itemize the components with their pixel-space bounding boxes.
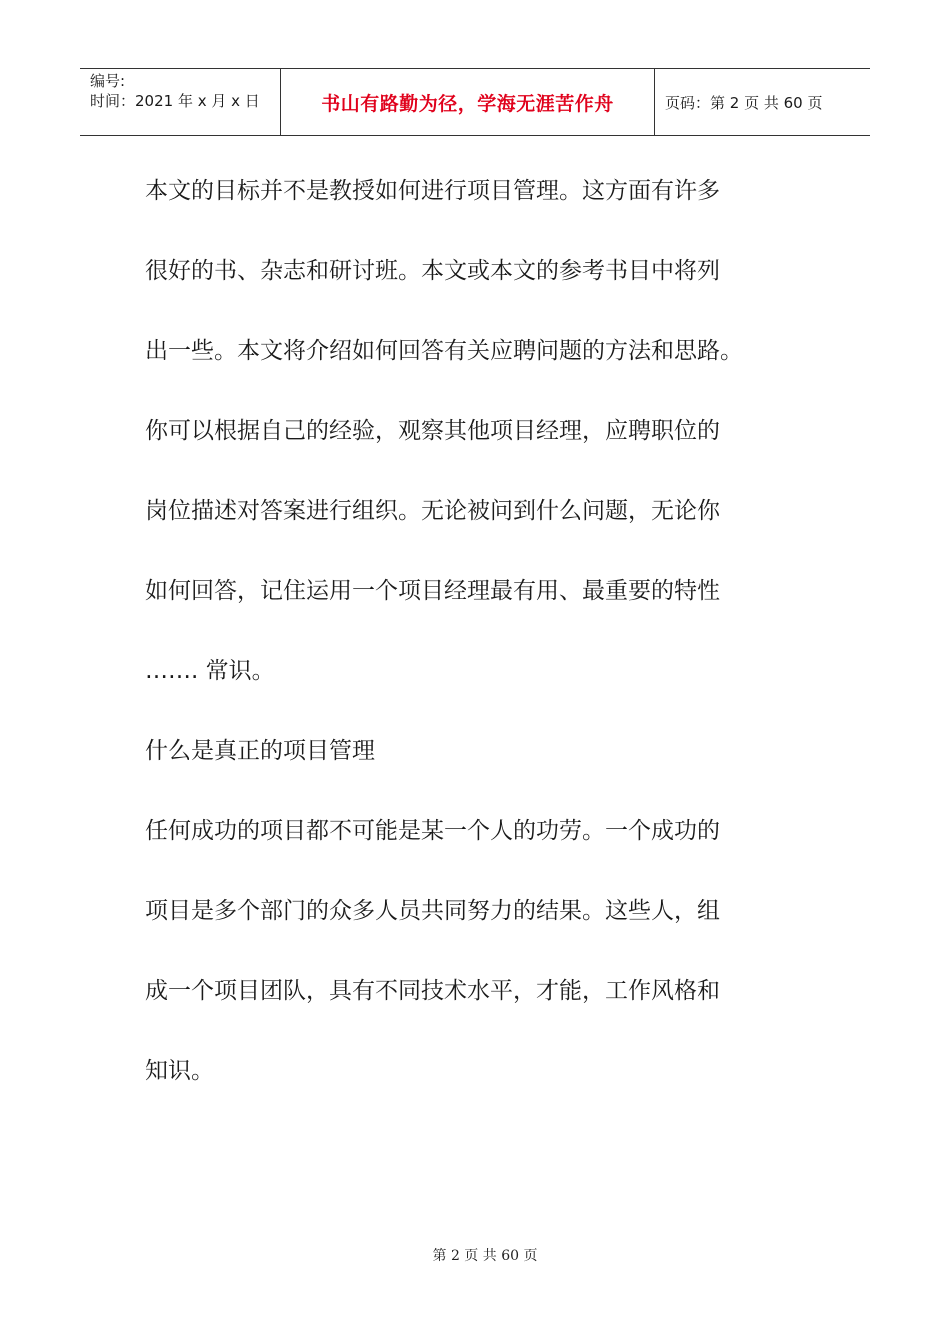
paragraph-line: 项目是多个部门的众多人员共同努力的结果。这些人，组 — [145, 898, 720, 924]
paragraph-line: 任何成功的项目都不可能是某一个人的功劳。一个成功的 — [145, 818, 720, 844]
header-meta — [80, 69, 281, 135]
document-header — [80, 68, 870, 136]
paragraph-line: 你可以根据自己的经验，观察其他项目经理，应聘职位的 — [145, 418, 720, 444]
page-footer: 第 2 页 共 60 页 — [432, 1248, 538, 1264]
paragraph-2 — [145, 805, 805, 1125]
paragraph-1 — [145, 165, 805, 725]
section-heading: 什么是真正的项目管理 — [145, 738, 375, 764]
paragraph-line: 很好的书、杂志和研讨班。本文或本文的参考书目中将列 — [145, 258, 720, 284]
paragraph-line: 岗位描述对答案进行组织。无论被问到什么问题，无论你 — [145, 498, 720, 524]
document-body — [145, 165, 805, 1125]
paragraph-line: 成一个项目团队，具有不同技术水平，才能，工作风格和 — [145, 978, 720, 1004]
serial-label: 编号: — [90, 72, 126, 90]
paragraph-line: ……. 常识。 — [145, 658, 275, 684]
header-motto: 书山有路勤为径，学海无涯苦作舟 — [281, 69, 655, 135]
paragraph-line: 知识。 — [145, 1058, 214, 1084]
paragraph-line: 出一些。本文将介绍如何回答有关应聘问题的方法和思路。 — [145, 338, 743, 364]
paragraph-line: 如何回答，记住运用一个项目经理最有用、最重要的特性 — [145, 578, 720, 604]
paragraph-line: 本文的目标并不是教授如何进行项目管理。这方面有许多 — [145, 178, 720, 204]
header-page-info: 页码：第 2 页 共 60 页 — [665, 93, 823, 112]
time-label: 时间：2021 年 x 月 x 日 — [90, 92, 260, 110]
